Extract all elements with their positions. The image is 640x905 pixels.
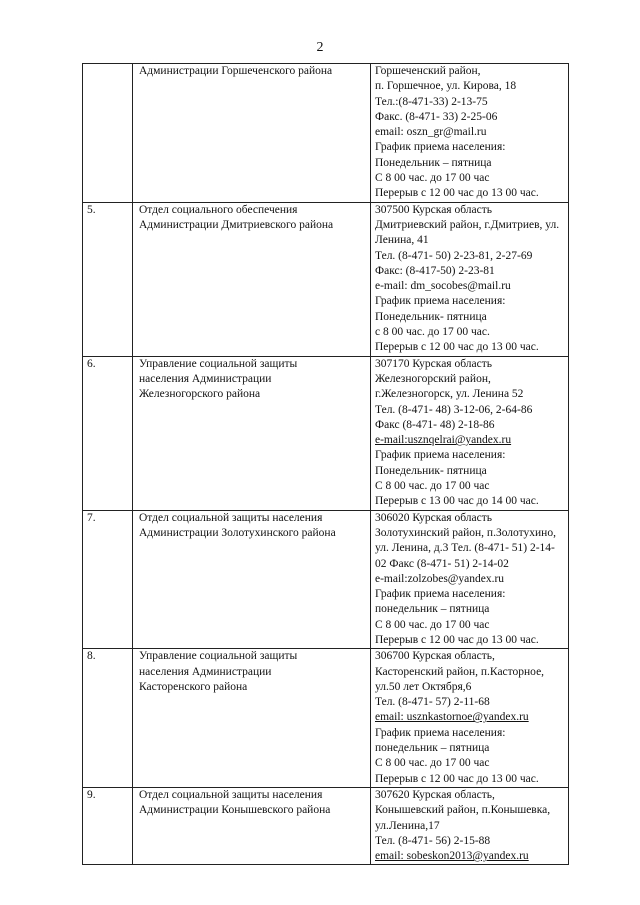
table-row [83,356,569,510]
contact-line: Тел. (8-471- 56) 2-15-88 [375,834,491,847]
table-row [83,202,569,356]
contact-line: e-mail:zolzobes@yandex.ru [375,572,505,585]
contact-details [371,510,569,649]
row-number: 7. [83,510,133,649]
contact-line: Тел. (8-471- 57) 2-11-68 [375,696,490,709]
department-name-line: Касторенского района [139,680,248,693]
department-name [133,649,371,788]
page-number: 2 [316,40,324,55]
department-name [133,64,371,203]
contact-line: Понедельник- пятница [375,310,487,323]
department-name-line: Администрации Дмитриевского района [139,218,334,231]
contact-line: С 8 00 час. до 17 00 час [375,757,490,770]
department-name-line: населения Администрации [139,372,272,385]
contact-line: Понедельник- пятница [375,464,487,477]
contact-line: 02 Факс (8-471- 51) 2-14-02 [375,557,509,570]
contact-line: понедельник – пятница [375,603,490,616]
contact-line: Понедельник – пятница [375,156,492,169]
table-row [83,510,569,649]
contact-line: 307500 Курская область [375,203,492,216]
contact-details [371,787,569,864]
row-number: 6. [83,356,133,510]
contact-line: e-mail: dm_socobes@mail.ru [375,280,511,293]
contact-line: С 8 00 час. до 17 00 час [375,480,490,493]
contact-line: п. Горшечное, ул. Кирова, 18 [375,80,517,93]
row-number [83,64,133,203]
contact-line: понедельник – пятница [375,742,490,755]
contact-line: Касторенский район, п.Касторное, [375,665,545,678]
contact-line: Конышевский район, п.Конышевка, [375,804,551,817]
table-body [83,64,569,865]
departments-table [82,63,569,865]
contact-line: Факс. (8-471- 33) 2-25-06 [375,110,498,123]
department-name-line: Администрации Горшеченского района [139,65,333,77]
department-name-line: Отдел социального обеспечения [139,203,298,216]
contact-line: График приема населения: [375,449,506,462]
table-row [83,64,569,203]
contact-line: Перерыв с 12 00 час до 13 00 час. [375,772,539,785]
contact-line: График приема населения: [375,141,506,154]
contact-line: Дмитриевский район, г.Дмитриев, ул. [375,218,560,231]
contact-line: ул. Ленина, д.3 Тел. (8-471- 51) 2-14- [375,542,555,555]
contact-line: ул.Ленина,17 [375,819,440,832]
contact-line: Перерыв с 12 00 час до 13 00 час. [375,187,539,200]
contact-line: Тел. (8-471- 48) 3-12-06, 2-64-86 [375,403,533,416]
contact-line: ул.50 лет Октября,6 [375,680,472,693]
department-name-line: Администрации Золотухинского района [139,526,336,539]
row-number: 5. [83,202,133,356]
contact-line: Перерыв с 13 00 час до 14 00 час. [375,495,539,508]
department-name-line: Администрации Конышевского района [139,804,331,817]
contact-line: Факс (8-471- 48) 2-18-86 [375,418,495,431]
contact-line: С 8 00 час. до 17 00 час [375,618,490,631]
department-name-line: Железногорского района [139,388,261,401]
contact-details [371,64,569,203]
contact-line: График приема населения: [375,726,506,739]
contact-line: Ленина, 41 [375,234,429,247]
contact-line: Перерыв с 12 00 час до 13 00 час. [375,341,539,354]
contact-line: 307620 Курская область, [375,788,495,801]
email-link[interactable]: email: usznkastornoe@yandex.ru [375,711,529,724]
contact-line: email: oszn_gr@mail.ru [375,126,487,139]
contact-line: Горшеченский район, [375,65,481,77]
email-link[interactable]: e-mail:usznqelrai@yandex.ru [375,434,512,447]
contact-line: График приема населения: [375,588,506,601]
contact-line: 306700 Курская область, [375,650,495,663]
contact-line: 306020 Курская область [375,511,492,524]
contact-line: 307170 Курская область [375,357,492,370]
contact-line: Перерыв с 12 00 час до 13 00 час. [375,633,539,646]
contact-details [371,356,569,510]
row-number: 9. [83,787,133,864]
contact-line: Тел. (8-471- 50) 2-23-81, 2-27-69 [375,249,533,262]
department-name [133,356,371,510]
table-row [83,649,569,788]
contact-line: Факс: (8-417-50) 2-23-81 [375,264,495,277]
contact-line: График приема населения: [375,295,506,308]
department-name [133,202,371,356]
contact-details [371,202,569,356]
contact-line: с 8 00 час. до 17 00 час. [375,326,490,339]
department-name [133,787,371,864]
contact-line: Железногорский район, [375,372,491,385]
contact-details [371,649,569,788]
department-name-line: Отдел социальной защиты населения [139,788,323,801]
department-name [133,510,371,649]
contact-line: С 8 00 час. до 17 00 час [375,172,490,185]
department-name-line: Отдел социальной защиты населения [139,511,323,524]
table-row [83,787,569,864]
department-name-line: населения Администрации [139,665,272,678]
contact-line: Золотухинский район, п.Золотухино, [375,526,556,539]
contact-line: г.Железногорск, ул. Ленина 52 [375,388,524,401]
email-link[interactable]: email: sobeskon2013@yandex.ru [375,850,529,863]
department-name-line: Управление социальной защиты [139,650,298,663]
contact-line: Тел.:(8-471-33) 2-13-75 [375,95,488,108]
row-number: 8. [83,649,133,788]
department-name-line: Управление социальной защиты [139,357,298,370]
